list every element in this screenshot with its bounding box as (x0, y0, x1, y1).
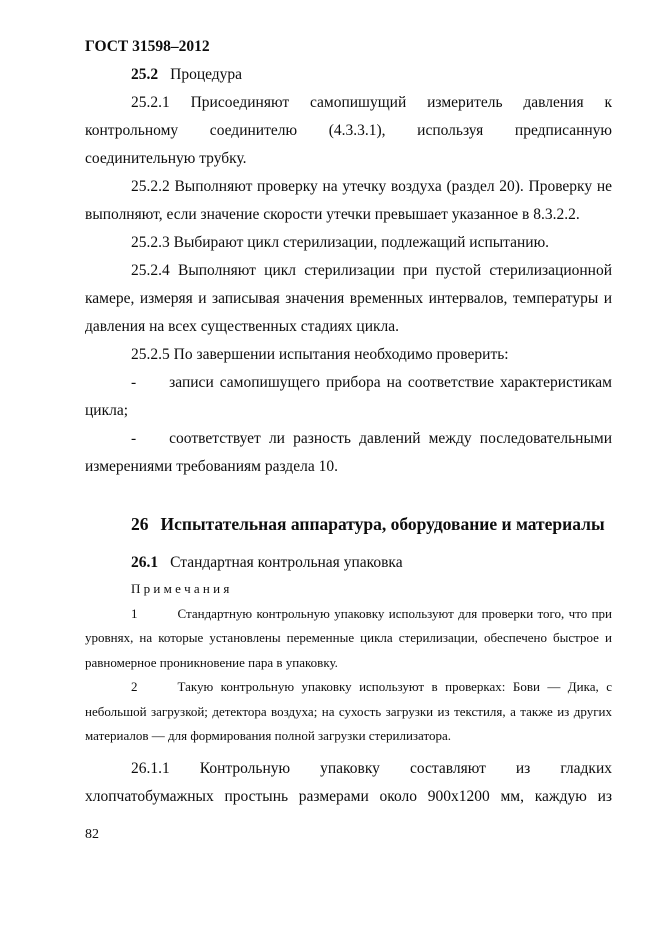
list-item (85, 425, 612, 481)
subsection-heading-26-1 (85, 549, 612, 577)
paragraph-25-2-5: 25.2.5 По завершении испытания необходимо проверить: (131, 346, 509, 363)
notes-label: П р и м е ч а н и я (131, 581, 230, 596)
list-item-text: записи самопишущего прибора на соответствие характеристикам цикла; (85, 374, 612, 419)
paragraph-25-2-1: 25.2.1 Присоединяют самопишущий измеритель давления к контрольному соединителю (4.3.3.1), используя предписанную соединительную трубку. (85, 94, 612, 167)
subsection-title: Процедура (170, 66, 243, 83)
note-1 (85, 602, 612, 676)
section-title: Испытательная аппаратура, оборудование и материалы (160, 514, 605, 534)
doc-header-title: ГОСТ 31598–2012 (85, 38, 210, 55)
note-number: 2 (131, 679, 138, 694)
note-text: Стандартную контрольную упаковку используют для проверки того, что при уровнях, на которые установлены переменные цикла стерилизации, обеспечено быстрое и равномерное проникновение пара в упаковку. (85, 605, 612, 670)
section-heading-26 (131, 503, 612, 545)
list-item-text: соответствует ли разность давлений между последовательными измерениями требованиям раздела 10. (85, 430, 612, 475)
paragraph-25-2-2: 25.2.2 Выполняют проверку на утечку воздуха (раздел 20). Проверку не выполняют, если значение скорости утечки превышает указанное в 8.3.2.2. (85, 178, 612, 223)
note-2 (85, 675, 612, 749)
note-number: 1 (131, 605, 138, 621)
page-number: 82 (85, 826, 99, 842)
list-item (85, 369, 612, 425)
list-dash-marker: - (131, 430, 137, 447)
note-text: Такую контрольную упаковку используют в проверках: Бови — Дика, с небольшой загрузкой; детектора воздуха; на сухость загрузки из текстиля, а также из других материалов — для формирования полной загрузки стерилизатора. (85, 679, 612, 743)
subsection-title: Стандартная контрольная упаковка (170, 554, 403, 571)
section-number: 26 (131, 514, 149, 534)
subsection-number: 25.2 (131, 66, 159, 83)
subsection-heading-25-2 (85, 61, 612, 89)
subsection-number: 26.1 (131, 554, 159, 571)
paragraph-25-2-4: 25.2.4 Выполняют цикл стерилизации при пустой стерилизационной камере, измеряя и записывая значения временных интервалов, температуры и давления на всех существенных стадиях цикла. (85, 262, 612, 335)
paragraph-26-1-1: 26.1.1 Контрольную упаковку составляют из гладких хлопчатобумажных простынь размерами около 900х1200 мм, каждую из (85, 759, 612, 805)
list-dash-marker: - (131, 374, 137, 391)
paragraph-25-2-3: 25.2.3 Выбирают цикл стерилизации, подлежащий испытанию. (131, 234, 550, 251)
